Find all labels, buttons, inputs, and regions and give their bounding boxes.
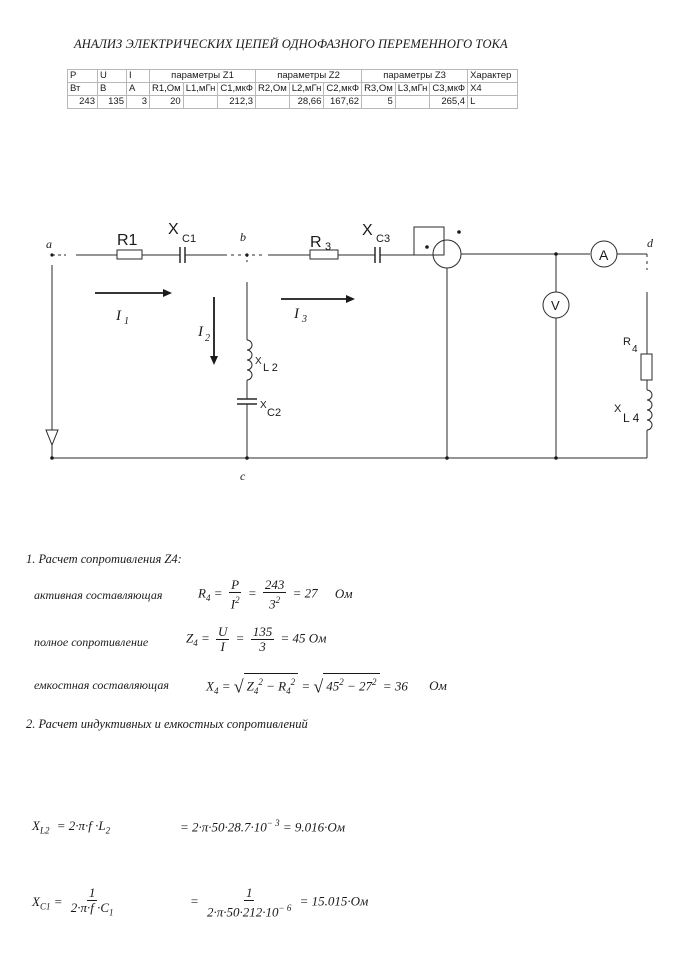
xl2-expr-sub: 2 xyxy=(105,825,111,836)
cap-label: емкостная составляющая xyxy=(34,678,169,692)
table-cell: I xyxy=(127,70,150,83)
node-a-label: a xyxy=(46,237,52,251)
sqrt-icon: √ xyxy=(313,676,324,697)
table-cell: L xyxy=(468,96,518,109)
xl4-label: X xyxy=(614,403,622,415)
table-cell: 265,4 xyxy=(430,96,468,109)
cap-lhs-sub: 4 xyxy=(213,685,219,696)
cap-formula: $X_4$ = √ $Z_4^2 - R_4^2$ = √ $45^2 - 27^2 = 36$ Ом xyxy=(206,673,447,699)
frac-den: 3 xyxy=(259,639,266,654)
sqrt-term: Z xyxy=(246,678,254,694)
frac-num: 1 xyxy=(88,885,96,900)
table-cell: U xyxy=(98,70,127,83)
fraction xyxy=(229,578,242,611)
section1-heading: 1. Расчет сопротивления Z4: xyxy=(26,552,182,566)
node-d-label: d xyxy=(647,236,653,250)
table-cell: R1,Ом xyxy=(150,83,184,96)
active-result: = 27 xyxy=(292,585,318,601)
xl2-label: X xyxy=(255,356,262,367)
sqrt-icon: √ xyxy=(233,676,244,697)
table-cell: 3 xyxy=(127,96,150,109)
full-lhs-sub: 4 xyxy=(193,638,198,649)
xc3-label: X xyxy=(362,222,373,239)
r4-resistor xyxy=(641,354,652,380)
fraction xyxy=(263,578,287,611)
xl2-exp: − 3 xyxy=(266,818,280,828)
frac-den-text: 2·π·f ·C xyxy=(70,900,110,915)
xc1-label: X xyxy=(168,221,179,238)
active-label: активная составляющая xyxy=(34,588,163,602)
table-values-row xyxy=(68,96,518,109)
xl2-inductor xyxy=(247,340,252,380)
frac-den xyxy=(69,901,116,920)
table-cell: L2,мГн xyxy=(289,83,324,96)
xc1-lhs: X xyxy=(32,893,40,909)
node-dot xyxy=(554,252,558,256)
sqrt-term: R xyxy=(278,678,287,694)
i2-sub-label: 2 xyxy=(205,333,210,344)
xc1-formula: $X_{C1}$ = $\frac{1}{2\cdot\pi\cdot f \cdot C_1}$ xyxy=(32,885,114,918)
table-cell: А xyxy=(127,83,150,96)
fraction xyxy=(216,625,229,654)
xl4-inductor xyxy=(647,390,652,430)
xc1-sub-label: C1 xyxy=(182,233,197,245)
xl2-result: = 9.016·Ом xyxy=(282,819,346,835)
table-cell xyxy=(256,96,290,109)
xl4-sub-label: L 4 xyxy=(623,411,640,425)
node-dot xyxy=(554,456,558,460)
node-dot xyxy=(245,253,248,256)
circuit-diagram xyxy=(0,190,681,500)
xc2-label: X xyxy=(260,400,267,411)
table-header-row xyxy=(68,70,518,83)
node-dot xyxy=(445,456,449,460)
node-dot xyxy=(50,456,54,460)
frac-num: 1 xyxy=(245,885,253,900)
cap-result: = 36 xyxy=(382,678,408,694)
table-cell: Характер xyxy=(468,70,518,83)
r3-label: R xyxy=(310,234,322,251)
frac-den xyxy=(205,901,293,919)
i1-label: I xyxy=(116,308,121,324)
xl2-calc xyxy=(180,818,345,835)
document-title: АНАЛИЗ ЭЛЕКТРИЧЕСКИХ ЦЕПЕЙ ОДНОФАЗНОГО ПЕРЕМЕННОГО ТОКА xyxy=(74,37,508,51)
table-cell: R3,Ом xyxy=(362,83,396,96)
frac-num: P xyxy=(231,577,240,592)
wattmeter-dot xyxy=(425,245,429,249)
sqrt-body: $Z_4^2 - R_4^2$ xyxy=(244,673,298,699)
full-lhs: Z xyxy=(186,630,194,646)
frac-den-text: 3 xyxy=(269,596,276,612)
wattmeter-dot xyxy=(457,230,461,234)
i3-label: I xyxy=(294,306,299,322)
r1-label: R1 xyxy=(117,232,138,249)
fraction xyxy=(251,625,275,654)
table-units-row xyxy=(68,83,518,96)
ammeter-label: A xyxy=(599,247,609,263)
node-dot xyxy=(50,253,53,256)
full-label: полное сопротивление xyxy=(34,635,149,649)
xc1-lhs-sub: C1 xyxy=(39,901,51,912)
sqrt-body: $45^2 - 27^2$ xyxy=(323,673,379,694)
parameters-table xyxy=(67,69,518,109)
table-cell: параметры Z2 xyxy=(256,70,362,83)
fraction xyxy=(69,886,116,920)
r4-sub-label: 4 xyxy=(632,344,638,355)
table-cell: параметры Z3 xyxy=(362,70,468,83)
table-cell: 243 xyxy=(68,96,98,109)
full-formula: $Z_4$ = $\frac{U}{I}$ = $\frac{135}{3}$ = 45 Ом xyxy=(186,624,327,654)
i1-sub-label: 1 xyxy=(124,316,129,327)
frac-num: U xyxy=(218,624,228,639)
active-unit: Ом xyxy=(334,585,353,601)
frac-den: $3^2$ xyxy=(269,595,281,612)
xl2-sub-label: L 2 xyxy=(263,362,278,374)
section2-heading: 2. Расчет индуктивных и емкостных сопротивлений xyxy=(26,717,308,731)
xc1-result: = 15.015·Ом xyxy=(299,893,369,909)
table-cell: параметры Z1 xyxy=(150,70,256,83)
table-cell: X4 xyxy=(468,83,518,96)
cap-lhs: X xyxy=(206,678,214,694)
sqrt-term: 27 xyxy=(359,678,373,694)
wattmeter-icon xyxy=(433,240,461,268)
table-cell: C1,мкФ xyxy=(218,83,256,96)
r3-resistor xyxy=(310,250,338,259)
wattmeter-coil-box xyxy=(414,227,444,255)
table-cell xyxy=(395,96,430,109)
r3-sub-label: 3 xyxy=(325,241,332,253)
i3-sub-label: 3 xyxy=(302,314,307,325)
frac-den-sub: 1 xyxy=(109,907,114,918)
table-cell: L1,мГн xyxy=(183,83,218,96)
table-cell: Вт xyxy=(68,83,98,96)
table-cell: 28,66 xyxy=(289,96,324,109)
xl2-calc-text: = 2·π·50·28.7·10 xyxy=(180,819,267,835)
table-cell: 167,62 xyxy=(324,96,362,109)
r1-resistor xyxy=(117,250,142,259)
node-dot xyxy=(245,456,249,460)
frac-den-text: I xyxy=(230,596,236,612)
xl2-lhs-sub: L2 xyxy=(39,825,50,836)
full-result: = 45 Ом xyxy=(280,630,327,646)
cap-unit: Ом xyxy=(429,678,447,694)
fraction xyxy=(205,886,293,919)
table-cell: 20 xyxy=(150,96,184,109)
table-cell: 212,3 xyxy=(218,96,256,109)
xl2-expr: = 2·π·f ·L xyxy=(56,818,106,833)
active-formula: $R_4$ = $\frac{P}{I^2}$ = $\frac{243}{3^2}$ = 27 Ом xyxy=(198,577,353,612)
xl2-lhs: X xyxy=(32,818,40,833)
table-cell: P xyxy=(68,70,98,83)
xl2-formula xyxy=(32,818,110,836)
voltmeter-label: V xyxy=(551,298,560,313)
table-cell: L3,мГн xyxy=(395,83,430,96)
r4-label: R xyxy=(623,336,631,348)
xc2-sub-label: C2 xyxy=(267,407,282,419)
frac-den-exp: − 6 xyxy=(278,903,292,913)
frac-num: 243 xyxy=(264,577,285,592)
frac-den: I xyxy=(220,639,225,654)
active-lhs-sub: 4 xyxy=(205,593,211,604)
table-cell: C3,мкФ xyxy=(430,83,468,96)
frac-num: 135 xyxy=(252,624,273,639)
node-b-label: b xyxy=(240,230,246,244)
table-cell: C2,мкФ xyxy=(324,83,362,96)
xc1-calc: = $\frac{1}{2\cdot\pi\cdot 50\cdot 212\cdot 10^{- 6}}$ = 15.015·Ом xyxy=(190,885,369,920)
frac-den-text: 2·π·50·212·10 xyxy=(207,904,279,920)
table-cell: 5 xyxy=(362,96,396,109)
active-lhs: R xyxy=(198,585,206,601)
node-c-label: c xyxy=(240,469,246,483)
table-cell xyxy=(183,96,218,109)
table-cell: В xyxy=(98,83,127,96)
table-cell: R2,Ом xyxy=(256,83,290,96)
frac-den: $I^2$ xyxy=(230,595,240,612)
table-cell: 135 xyxy=(98,96,127,109)
xc3-sub-label: C3 xyxy=(376,233,391,245)
i2-label: I xyxy=(198,324,203,340)
sqrt-term: 45 xyxy=(326,678,340,694)
ground-arrow-icon xyxy=(46,430,58,445)
